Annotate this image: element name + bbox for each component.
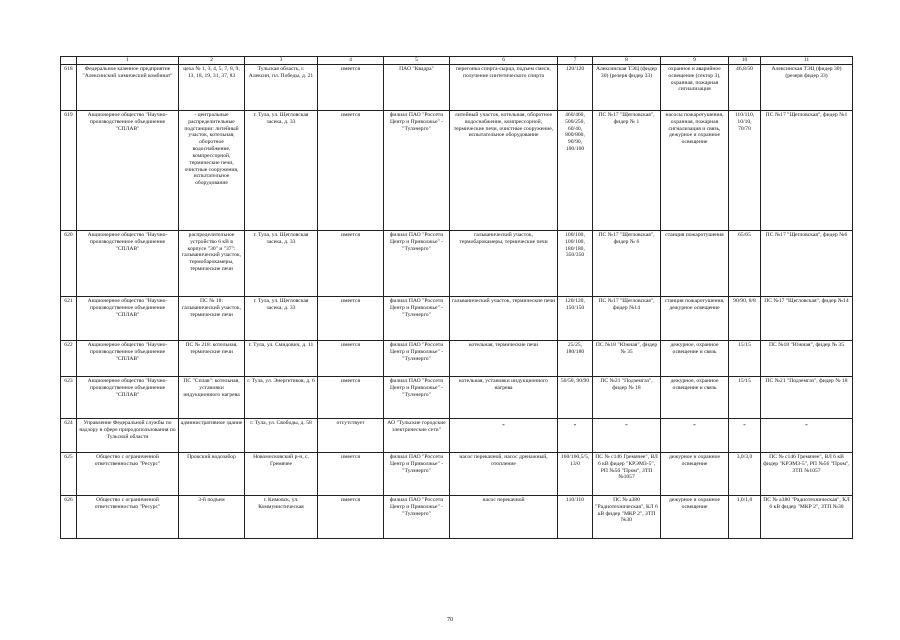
table-cell: станция пожаротушения xyxy=(661,231,729,297)
table-cell: имеется xyxy=(318,65,384,111)
table-cell: - центральные распределительные подстанции: литейный участок, котельная, оборотное водоснабжение, компрессорной, термические печи, очистные сооружения, испытательное оборудование xyxy=(179,111,245,231)
table-cell: перегонка спирта-сырца, подъем смеси, получение синтетического спирта xyxy=(450,65,558,111)
table-cell: имеется xyxy=(318,341,384,377)
table-row xyxy=(61,377,853,419)
table-cell: г. Тула, ул. Щегловская засека, д. 33 xyxy=(245,111,318,231)
table-cell: 460/460, 500/250, 60/40, 800/800, 90/90, 100/100 xyxy=(558,111,593,231)
table-cell: Федеральное казенное предприятие "Алексинский химический комбинат" xyxy=(77,65,179,111)
column-number-header: 7 xyxy=(558,57,593,65)
table-cell: филиал ПАО "Россети Центр и Приволжье" - "Тулэнерго" xyxy=(384,231,450,297)
table-cell: ПС № а380 "Радиотехническая", КЛ 6 кВ фидер "МКР 2", ЗТП №30 xyxy=(593,496,661,539)
column-number-header: 2 xyxy=(179,57,245,65)
row-number: 621 xyxy=(61,297,77,341)
table-cell: Акционерное общество "Научно-производственное объединение "СПЛАВ" xyxy=(77,297,179,341)
column-number-header: 4 xyxy=(318,57,384,65)
table-cell: 3,0/3,0 xyxy=(729,453,761,496)
row-number: 620 xyxy=(61,231,77,297)
table-cell: насос перекачной, насос дренажный, отопление xyxy=(450,453,558,496)
column-number-header: 1 xyxy=(77,57,179,65)
table-cell: ПС №21 "Подземгаз", фидер № 18 xyxy=(761,377,853,419)
table-row xyxy=(61,341,853,377)
table-row xyxy=(61,453,853,496)
table-cell: 15/15 xyxy=(729,377,761,419)
table-cell: филиал ПАО "Россети Центр и Приволжье" - "Тулэнерго" xyxy=(384,496,450,539)
table-cell: 100/100, 100/100, 180/180, 350/350 xyxy=(558,231,593,297)
table-cell: г. Тула, ул. Щегловская засека, д. 33 xyxy=(245,231,318,297)
table-cell: филиал ПАО "Россети Центр и Приволжье" - "Тулэнерго" xyxy=(384,297,450,341)
row-number: 626 xyxy=(61,496,77,539)
table-cell: ПАО "Квадра" xyxy=(384,65,450,111)
table-cell: 50/50, 90/90 xyxy=(558,377,593,419)
table-cell: филиал ПАО "Россети Центр и Приволжье" - "Тулэнерго" xyxy=(384,377,450,419)
column-number-header: 8 xyxy=(593,57,661,65)
table-cell: имеется xyxy=(318,297,384,341)
table-cell: Прокский водозабор xyxy=(179,453,245,496)
table-cell: филиал ПАО "Россети Центр и Приволжье" - "Тулэнерго" xyxy=(384,453,450,496)
column-number-header: 9 xyxy=(661,57,729,65)
table-cell: - xyxy=(661,419,729,453)
table-cell: отсутствует xyxy=(318,419,384,453)
page-number: 70 xyxy=(447,617,453,623)
table-cell: - xyxy=(558,419,593,453)
table-cell: ПС № с146 Гремячее", ВЛ 6 кВ фидер "КРЭМЗ-5", РП №56 "Пром", ЗТП №1057 xyxy=(593,453,661,496)
table-cell: 120/120, 150/150 xyxy=(558,297,593,341)
table-cell: ПС №17 "Щегловская", фидер №1 xyxy=(761,111,853,231)
table-cell: Акционерное общество "Научно-производственное объединение "СПЛАВ" xyxy=(77,231,179,297)
table-cell: имеется xyxy=(318,377,384,419)
table-cell: - xyxy=(450,419,558,453)
table-cell: ПС № с146 Гремячее", ВЛ 6 кВ фидер "КРЭМЗ-5", РП №56 "Пром", ЗТП №1057 xyxy=(761,453,853,496)
table-cell: ПС №17 "Щегловская", фидер № 1 xyxy=(593,111,661,231)
table-cell: 25/25, 180/180 xyxy=(558,341,593,377)
table-cell: дежурное, охранное освещение и связь xyxy=(661,341,729,377)
table-cell: охранное и аварийное освещение (сектор 3), охранная, пожарная сигнализация xyxy=(661,65,729,111)
table-body xyxy=(61,65,853,539)
table-cell: цеха № 1, 3, 4, 5, 7, 8, 9, 13, 18, 19, 31, 37, 83 xyxy=(179,65,245,111)
table-cell: ПС №18 "Южная", фидер № 35 xyxy=(761,341,853,377)
table-cell: Тульская область, г. Алексин, пл. Победы, д. 21 xyxy=(245,65,318,111)
table-cell: филиал ПАО "Россети Центр и Приволжье" - "Тулэнерго" xyxy=(384,111,450,231)
row-number: 622 xyxy=(61,341,77,377)
table-cell: филиал ПАО "Россети Центр и Приволжье" - "Тулэнерго" xyxy=(384,341,450,377)
table-cell: Общество с ограниченной ответственностью "Ресурс" xyxy=(77,496,179,539)
table-cell: литейный участок, котельная, оборотное водоснабжение, компрессорной, термические печи, очистные сооружение, испытательное оборудование xyxy=(450,111,558,231)
table-cell: имеется xyxy=(318,496,384,539)
column-number-header: 10 xyxy=(729,57,761,65)
table-cell: Алексинская ТЭЦ (фидер 30) (резерв фидер 33) xyxy=(593,65,661,111)
table-cell: дежурное и охранное освещение xyxy=(661,496,729,539)
table-cell: котельная, установки индукционного нагрева xyxy=(450,377,558,419)
table-cell: ПС № а380 "Радиотехническая", КЛ 6 кВ фидер "МКР 2", ЗТП №30 xyxy=(761,496,853,539)
table-row xyxy=(61,231,853,297)
table-cell: г. Кимовск, ул. Коммунистическая xyxy=(245,496,318,539)
table-cell: 15/15 xyxy=(729,341,761,377)
row-number: 618 xyxy=(61,65,77,111)
table-cell: насос перекачной xyxy=(450,496,558,539)
table-row xyxy=(61,419,853,453)
table-cell: г. Тула, ул. Щегловская засека, д. 33 xyxy=(245,297,318,341)
column-number-header: 11 xyxy=(761,57,853,65)
table-cell: административное здание xyxy=(179,419,245,453)
table-cell: 90/90, 8/8 xyxy=(729,297,761,341)
table-cell: - xyxy=(729,419,761,453)
table-cell: ПС №18 "Южная", фидер № 35 xyxy=(593,341,661,377)
row-number: 619 xyxy=(61,111,77,231)
table-cell: Общество с ограниченной ответственностью "Ресурс" xyxy=(77,453,179,496)
table-row xyxy=(61,297,853,341)
column-number-header: 6 xyxy=(450,57,558,65)
table-cell: Новомосковский р-н, с. Гремячее xyxy=(245,453,318,496)
table-cell: 120/120 xyxy=(558,65,593,111)
table-cell: 1,0/1,0 xyxy=(729,496,761,539)
table-cell: станция пожаротушения, дежурное освещение xyxy=(661,297,729,341)
table-cell: 110/110 xyxy=(558,496,593,539)
table-cell: Управление Федеральной службы по надзору в сфере природопользования по Тульской области xyxy=(77,419,179,453)
table-row xyxy=(61,111,853,231)
table-cell: имеется xyxy=(318,231,384,297)
table-cell: насосы пожаротушения, охранная, пожарная сигнализация и связь, дежурное и охранное освещение xyxy=(661,111,729,231)
row-number: 624 xyxy=(61,419,77,453)
table-cell: ПС №17 "Щегловская", фидер №6 xyxy=(761,231,853,297)
table-cell: ПС №17 "Щегловская", фидер № 6 xyxy=(593,231,661,297)
table-cell: 65/65 xyxy=(729,231,761,297)
column-number-header: 5 xyxy=(384,57,450,65)
table-row xyxy=(61,65,853,111)
table-cell: Акционерное общество "Научно-производственное объединение "СПЛАВ" xyxy=(77,111,179,231)
table-cell: ПС № 218: котельная, термические печи xyxy=(179,341,245,377)
table-cell: дежурное, охранное освещение и связь xyxy=(661,377,729,419)
table-cell: г. Тула, ул. Свободы, д. 58 xyxy=(245,419,318,453)
table-cell: ПС №17 "Щегловская", фидер №14 xyxy=(761,297,853,341)
table-cell: г. Тула, ул. Смидович, д. 11 xyxy=(245,341,318,377)
table-cell: - xyxy=(761,419,853,453)
row-number: 625 xyxy=(61,453,77,496)
table-cell: имеется xyxy=(318,453,384,496)
table-cell: - xyxy=(593,419,661,453)
table-cell: ПС №21 "Подземгаз", фидер № 18 xyxy=(593,377,661,419)
table-cell: 160/160,5/5, 13/0 xyxy=(558,453,593,496)
table-cell: Акционерное общество "Научно-производственное объединение "СПЛАВ" xyxy=(77,341,179,377)
table-cell: г. Тула, ул. Энергетиков, д. 6 xyxy=(245,377,318,419)
table-row xyxy=(61,496,853,539)
table-cell: ПС "Сплав": котельная, установки индукционного нагрева xyxy=(179,377,245,419)
column-number-row xyxy=(61,57,853,65)
table-cell: распределительное устройство 6 кВ в корпусе "30" и "37": гальванический участок, термобарокамеры, термические печи xyxy=(179,231,245,297)
table-cell: ПС № 18: гальванический участок, термические печи xyxy=(179,297,245,341)
table-cell: имеется xyxy=(318,111,384,231)
registry-table xyxy=(60,56,853,539)
table-cell: Акционерное общество "Научно-производственное объединение "СПЛАВ" xyxy=(77,377,179,419)
table-cell: 110/110, 10/10, 70/70 xyxy=(729,111,761,231)
column-number-header xyxy=(61,57,77,65)
table-cell: котельная, термические печи xyxy=(450,341,558,377)
table-cell: 46,8/50 xyxy=(729,65,761,111)
table-cell: дежурное и охранное освещение xyxy=(661,453,729,496)
table-cell: ПС №17 "Щегловская", фидер №14 xyxy=(593,297,661,341)
table-cell: Алексинская ТЭЦ (фидер 30) (резерв фидер 33) xyxy=(761,65,853,111)
table-cell: АО "Тульские городские электрические сети" xyxy=(384,419,450,453)
table-cell: гальванический участок, термобарокамеры, термические печи xyxy=(450,231,558,297)
table-cell: гальванический участок, термические печи xyxy=(450,297,558,341)
row-number: 623 xyxy=(61,377,77,419)
column-number-header: 3 xyxy=(245,57,318,65)
table-cell: 3-й подъем xyxy=(179,496,245,539)
